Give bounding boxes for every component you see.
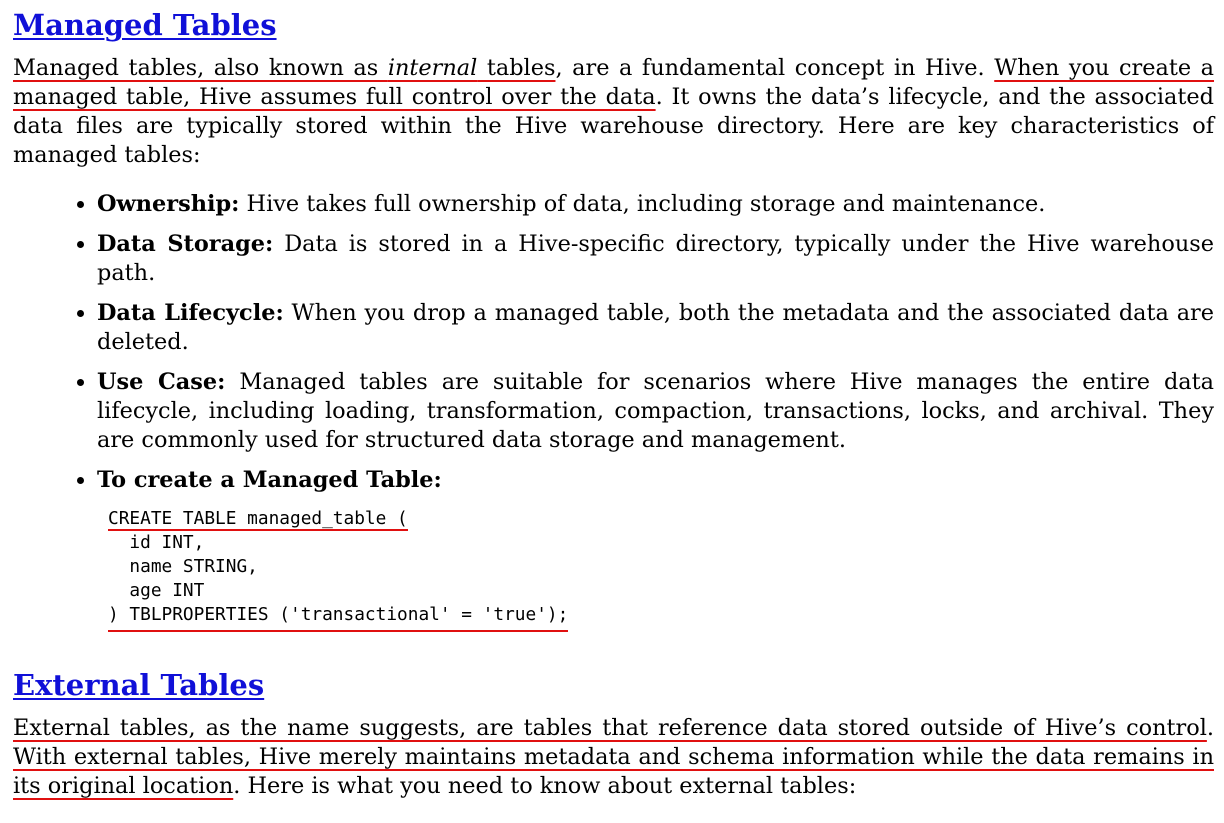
intro-text: .	[1206, 715, 1214, 741]
intro-text: , are a fundamental concept in Hive.	[555, 55, 995, 81]
list-item-label: Use Case:	[97, 369, 226, 395]
code-line: age INT	[108, 580, 205, 601]
list-item-text: Hive takes full ownership of data, including storage and maintenance.	[239, 191, 1046, 217]
code-line: id INT,	[108, 532, 205, 553]
code-block-create-managed-table	[108, 507, 1214, 632]
section-heading-managed-tables	[13, 0, 1214, 42]
highlighted-text: With external tables, Hive merely maintains metadata and schema information while the data remains in its original location	[13, 744, 1214, 799]
list-item-data-storage	[97, 230, 1214, 288]
list-item-ownership	[97, 190, 1214, 219]
code-line-highlighted: CREATE TABLE managed_table (	[108, 508, 408, 529]
highlighted-text: When you create a managed table, Hive assumes full control over the data	[13, 55, 1215, 110]
list-item-create-managed-table	[97, 466, 1214, 632]
list-item-text: When you drop a managed table, both the metadata and the associated data are deleted.	[97, 300, 1215, 355]
list-item-label: Ownership:	[97, 191, 240, 217]
internal-emphasis: internal	[387, 55, 478, 81]
list-item-label: Data Storage:	[97, 231, 274, 257]
external-tables-heading-link[interactable]: External Tables	[13, 668, 265, 702]
managed-tables-characteristics-list	[13, 190, 1214, 632]
list-item-label: To create a Managed Table:	[97, 467, 442, 493]
code-line-highlighted: ) TBLPROPERTIES ('transactional' = 'true');	[108, 606, 568, 632]
list-item-data-lifecycle	[97, 299, 1214, 357]
list-item-text: Managed tables are suitable for scenarios where Hive manages the entire data lifecycle, including loading, transformation, compaction, transactions, locks, and archival. They are commonly used for structured data storage and management.	[97, 369, 1215, 453]
code-line: name STRING,	[108, 556, 258, 577]
intro-text: . Here is what you need to know about external tables:	[233, 773, 857, 799]
list-item-text: Data is stored in a Hive-specific directory, typically under the Hive warehouse path.	[97, 231, 1214, 286]
list-item-label: Data Lifecycle:	[97, 300, 284, 326]
managed-tables-heading-link[interactable]: Managed Tables	[13, 8, 277, 42]
intro-text: . It owns the data’s lifecycle, and the associated data files are typically stored within the Hive warehouse directory. Here are key characteristics of managed tables:	[13, 84, 1214, 168]
section-heading-external-tables	[13, 668, 1214, 702]
intro-text: tables	[477, 55, 556, 81]
list-item-use-case	[97, 368, 1214, 455]
managed-tables-intro-paragraph	[13, 54, 1214, 170]
external-tables-intro-paragraph	[13, 714, 1214, 801]
intro-text: Managed tables, also known as	[13, 55, 388, 81]
highlighted-text: External tables, as the name suggests, are tables that reference data stored outside of Hive’s control	[13, 715, 1207, 741]
highlighted-text	[13, 55, 555, 81]
